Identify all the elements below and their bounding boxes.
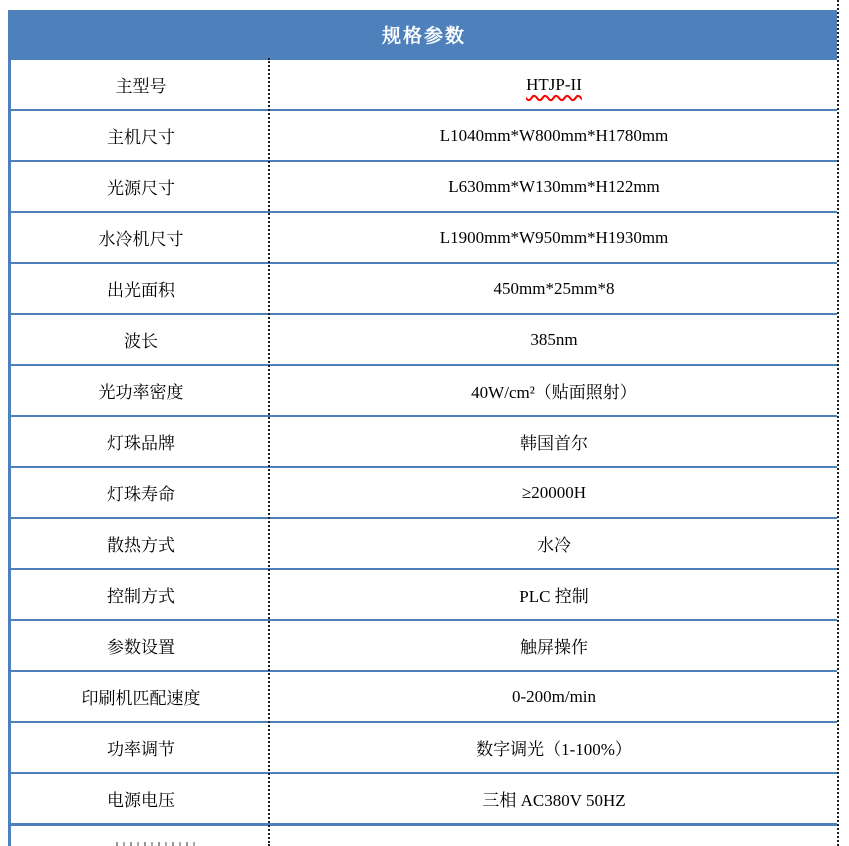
table-row [11, 619, 837, 670]
spec-value: 40W/cm²（贴面照射） [471, 383, 637, 402]
spec-value: 韩国首尔 [520, 434, 588, 453]
spec-value: 数字调光（1-100%） [476, 740, 632, 759]
spec-value: PLC 控制 [519, 587, 589, 606]
table-row [11, 721, 837, 772]
spec-label: 光功率密度 [98, 383, 184, 402]
table-title: 规格参数 [381, 25, 466, 47]
table-row [11, 415, 837, 466]
spec-label: 参数设置 [107, 638, 175, 657]
table-row [11, 670, 837, 721]
spec-value: 三相 AC380V 50HZ [482, 791, 626, 810]
spec-table [8, 10, 837, 846]
spec-value: 触屏操作 [520, 638, 588, 657]
spec-value: 水冷 [537, 536, 571, 555]
table-row [11, 772, 837, 823]
table-right-dotted-border [837, 0, 839, 846]
spec-label: 灯珠品牌 [107, 434, 175, 453]
spec-label: 灯珠寿命 [107, 485, 175, 504]
spec-label: 功率调节 [107, 740, 175, 759]
spec-label: 电源电压 [107, 791, 175, 810]
spec-value: 0-200m/min [511, 686, 597, 706]
spec-value: L1900mm*W950mm*H1930mm [439, 227, 669, 247]
spec-value: 385nm [530, 329, 578, 349]
spec-value: HTJP-II [526, 74, 582, 94]
spec-label: 散热方式 [107, 536, 175, 555]
table-row [11, 568, 837, 619]
table-row [11, 58, 837, 109]
table-row [11, 466, 837, 517]
table-body [11, 58, 837, 823]
table-row [11, 364, 837, 415]
spec-label: 水冷机尺寸 [98, 230, 184, 249]
table-header [11, 10, 837, 58]
table-row-clipped [11, 823, 837, 846]
column-dotted-divider [268, 58, 270, 846]
spec-label: 主型号 [115, 77, 167, 96]
table-row [11, 109, 837, 160]
spec-label: 控制方式 [107, 587, 175, 606]
spec-label: 印刷机匹配速度 [81, 689, 201, 708]
clipped-text-fragment [116, 842, 200, 846]
table-row [11, 517, 837, 568]
spec-value: 450mm*25mm*8 [493, 278, 615, 298]
table-row [11, 262, 837, 313]
spec-label: 光源尺寸 [107, 179, 175, 198]
spec-label: 出光面积 [107, 281, 175, 300]
table-row [11, 211, 837, 262]
table-row [11, 160, 837, 211]
spec-value: L630mm*W130mm*H122mm [448, 176, 660, 196]
spec-value: ≥20000H [521, 482, 587, 502]
spec-value: L1040mm*W800mm*H1780mm [439, 125, 669, 145]
spec-label: 波长 [124, 332, 158, 351]
spec-label: 主机尺寸 [107, 128, 175, 147]
table-row [11, 313, 837, 364]
